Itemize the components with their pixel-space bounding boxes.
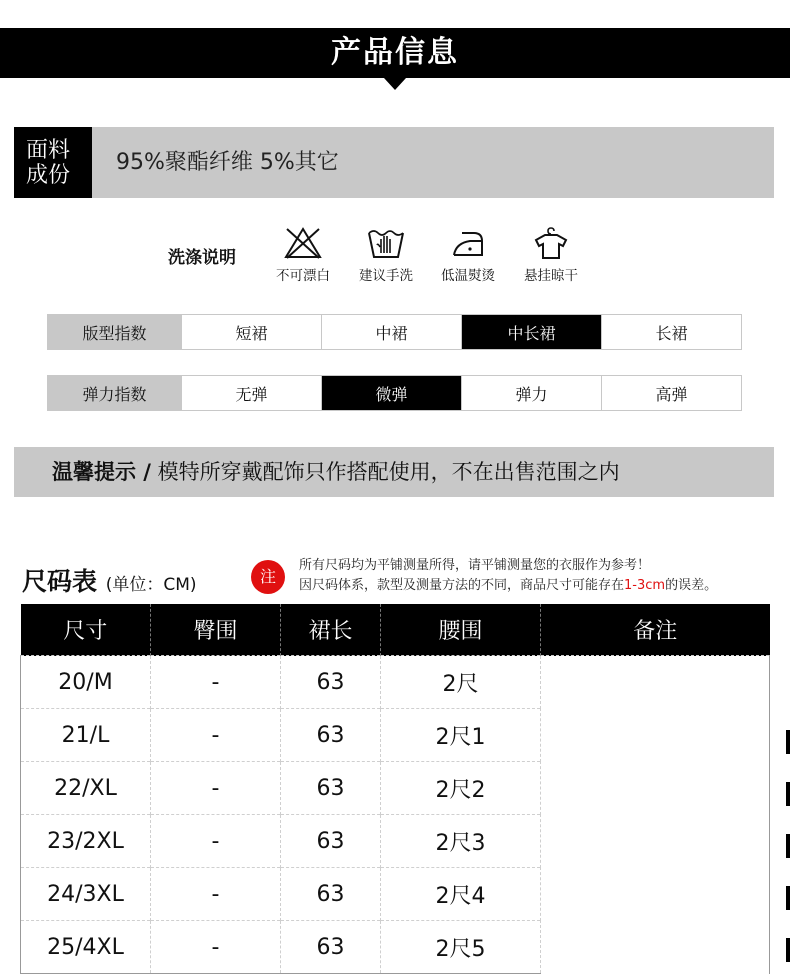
cell-waist: 2尺1: [381, 709, 541, 762]
size-note-line1: 所有尺码均为平铺测量所得，请平铺测量您的衣服作为参考！: [299, 558, 651, 573]
elastic-index-row: [47, 375, 742, 411]
size-table: [20, 604, 770, 974]
cell-hip: -: [151, 709, 281, 762]
size-chart-title: 尺码表 (单位：CM): [22, 567, 197, 596]
size-chart-unit: (单位：CM): [105, 575, 197, 595]
cell-waist: 2尺5: [381, 921, 541, 974]
cell-length: 63: [281, 868, 381, 921]
cell-remark: [541, 656, 770, 974]
table-row: [21, 656, 770, 709]
wash-item-hang-dry: 悬挂晾干: [511, 225, 591, 284]
cell-hip: -: [151, 921, 281, 974]
edge-mark: [786, 730, 790, 754]
length-index-label: 版型指数: [48, 315, 181, 349]
cell-waist: 2尺4: [381, 868, 541, 921]
edge-mark: [786, 834, 790, 858]
hang-dry-icon: [531, 225, 571, 261]
cell-hip: -: [151, 656, 281, 709]
cell-length: 63: [281, 762, 381, 815]
section-header-product-info: [0, 28, 790, 78]
elastic-index-label: 弹力指数: [48, 376, 181, 410]
header-arrow-icon: [384, 78, 406, 90]
size-note-line2: 因尺码体系，款型及测量方法的不同，商品尺寸可能存在1-3cm的误差。: [299, 578, 718, 593]
cell-waist: 2尺: [381, 656, 541, 709]
tip-text: 模特所穿戴配饰只作搭配使用，不在出售范围之内: [150, 460, 620, 484]
table-header-row: [21, 604, 770, 656]
length-option-short: 短裙: [181, 315, 321, 349]
cell-length: 63: [281, 709, 381, 762]
cell-length: 63: [281, 921, 381, 974]
elastic-option-slight-selected: 微弹: [321, 376, 461, 410]
length-option-long: 长裙: [601, 315, 741, 349]
tolerance-value: 1-3cm: [624, 578, 666, 593]
tip-label: 温馨提示 /: [52, 460, 151, 484]
cell-waist: 2尺3: [381, 815, 541, 868]
no-bleach-icon: [283, 225, 323, 261]
material-label: 面料 成份: [14, 127, 92, 198]
size-note: [299, 556, 717, 596]
elastic-option-high: 高弹: [601, 376, 741, 410]
length-option-midi-selected: 中长裙: [461, 315, 601, 349]
col-header-remark: 备注: [541, 604, 770, 656]
cell-size: 25/4XL: [21, 921, 151, 974]
edge-mark: [786, 938, 790, 962]
note-badge: 注: [251, 560, 285, 594]
length-option-mid: 中裙: [321, 315, 461, 349]
cell-length: 63: [281, 815, 381, 868]
edge-mark: [786, 782, 790, 806]
col-header-length: 裙长: [281, 604, 381, 656]
cell-size: 24/3XL: [21, 868, 151, 921]
cell-hip: -: [151, 815, 281, 868]
elastic-option-elastic: 弹力: [461, 376, 601, 410]
section-title: 产品信息: [331, 35, 459, 70]
cell-hip: -: [151, 762, 281, 815]
cell-size: 22/XL: [21, 762, 151, 815]
hand-wash-icon: [366, 225, 406, 261]
wash-item-low-iron: 低温熨烫: [428, 225, 508, 284]
wash-item-hand-wash: 建议手洗: [346, 225, 426, 284]
elastic-option-none: 无弹: [181, 376, 321, 410]
cell-size: 20/M: [21, 656, 151, 709]
tip-banner: [14, 447, 774, 497]
cell-size: 21/L: [21, 709, 151, 762]
cell-length: 63: [281, 656, 381, 709]
length-index-row: [47, 314, 742, 350]
cell-size: 23/2XL: [21, 815, 151, 868]
material-value: 95%聚酯纤维 5%其它: [116, 150, 339, 175]
col-header-waist: 腰围: [381, 604, 541, 656]
wash-item-no-bleach: 不可漂白: [263, 225, 343, 284]
col-header-hip: 臀围: [151, 604, 281, 656]
low-temp-iron-icon: [448, 225, 488, 261]
col-header-size: 尺寸: [21, 604, 151, 656]
edge-mark: [786, 886, 790, 910]
cell-hip: -: [151, 868, 281, 921]
wash-title: 洗涤说明: [168, 248, 236, 268]
cell-waist: 2尺2: [381, 762, 541, 815]
